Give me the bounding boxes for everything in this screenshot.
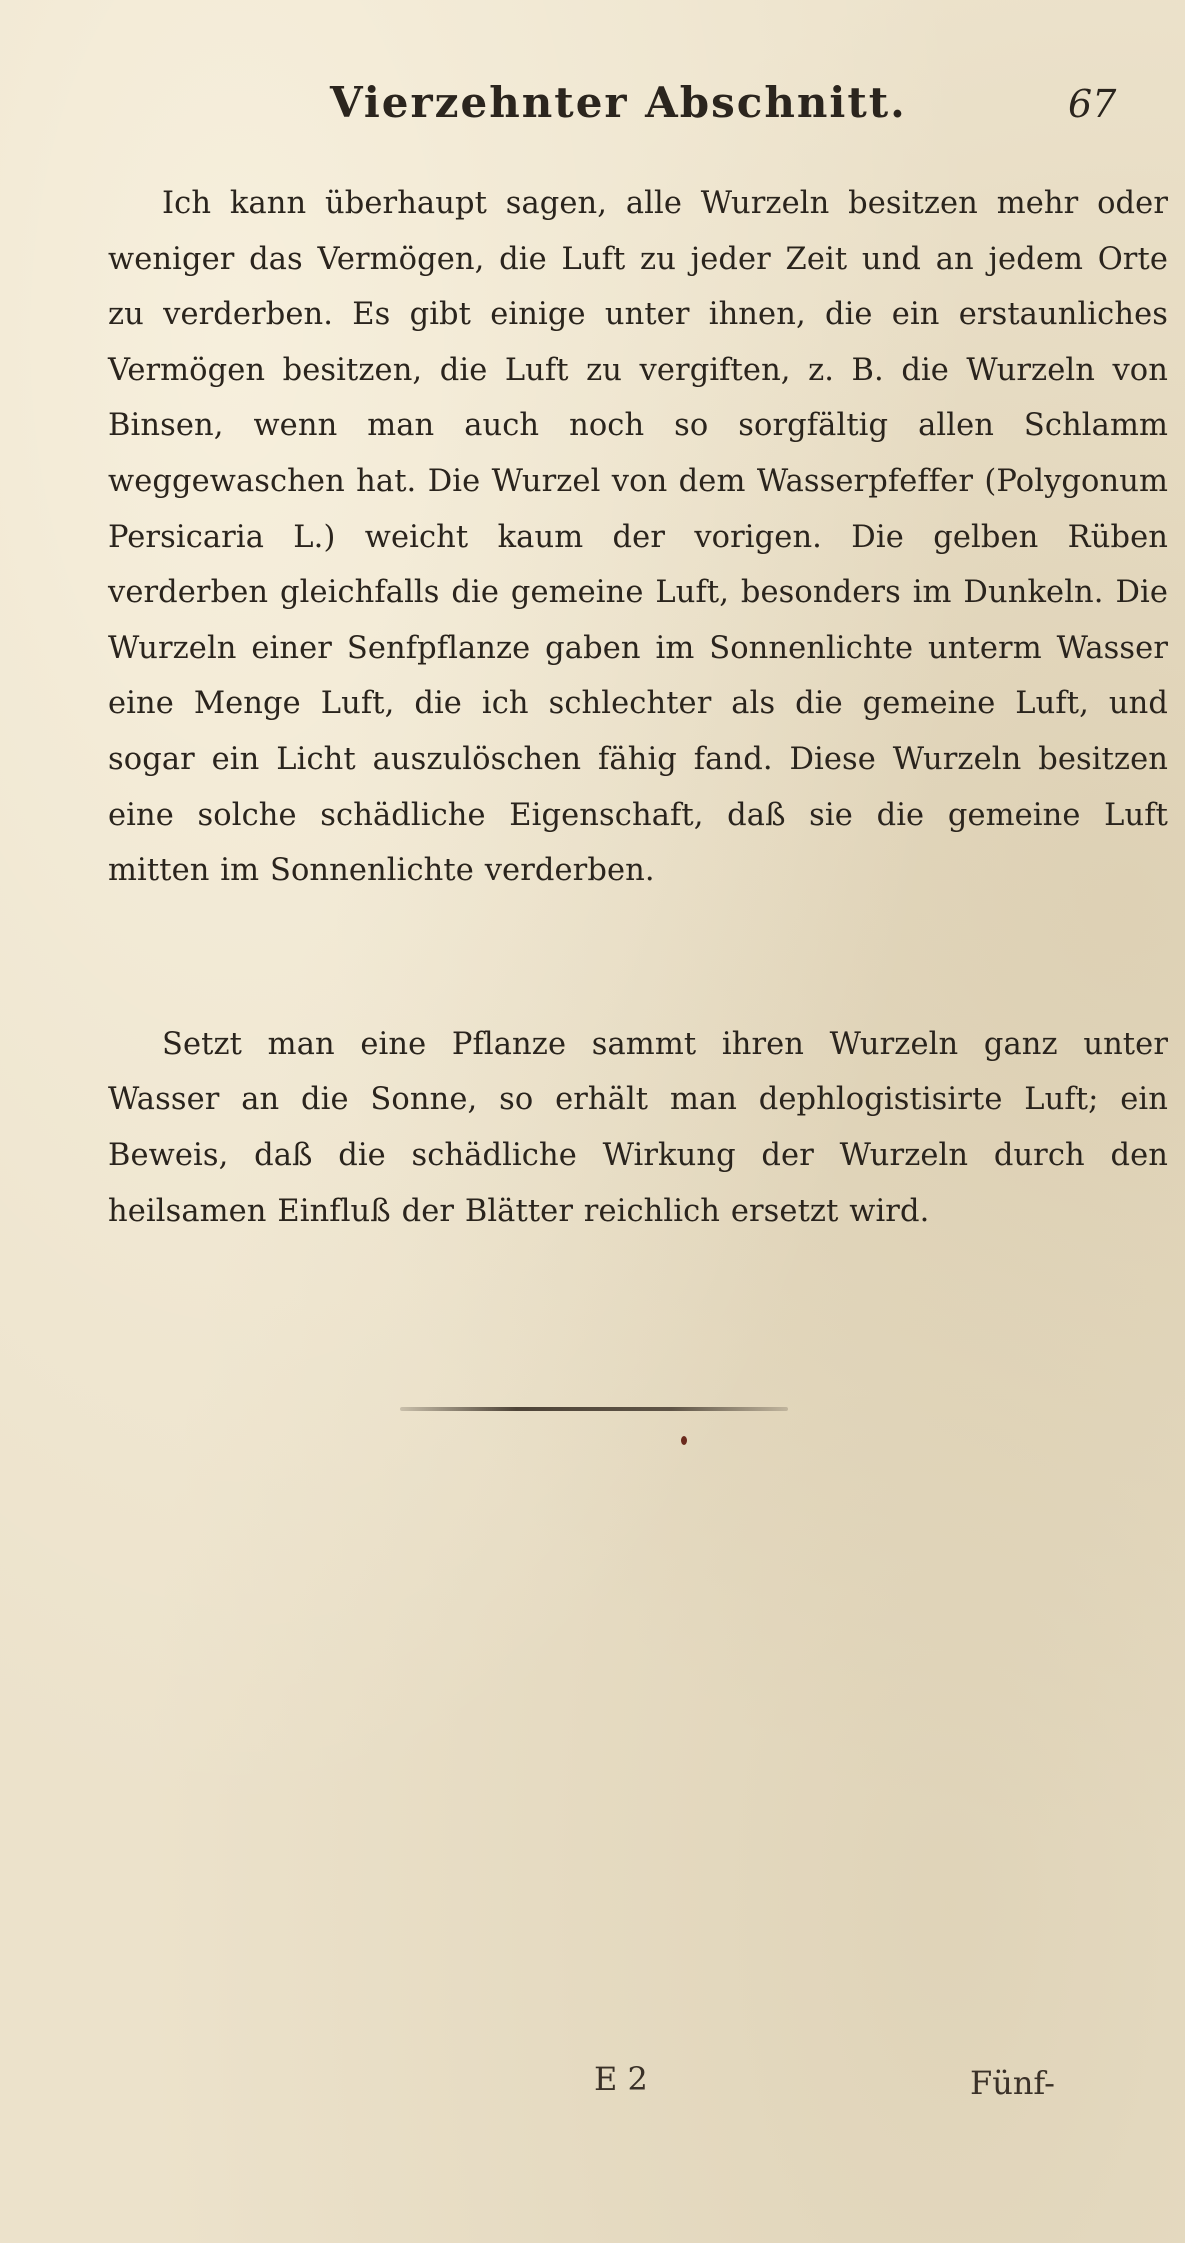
page-footer [0, 2060, 1185, 2120]
ink-dot [681, 1436, 687, 1445]
paragraph-1: Ich kann überhaupt sagen, alle Wurzeln besitzen mehr oder weniger das Vermögen, die Luft zu jeder Zeit und an jedem Orte zu verderben. Es gibt einige unter ihnen, die ein erstaunliches Vermögen besitzen, die Luft zu vergiften, z. B. die Wurzeln von Binsen, wenn man auch noch so sorgfältig allen Schlamm weggewaschen hat. Die Wurzel von dem Wasserpfeffer (Polygonum Persicaria L.) weicht kaum der vorigen. Die gelben Rüben verderben gleichfalls die gemeine Luft, besonders im Dunkeln. Die Wurzeln einer Senfpflanze gaben im Sonnenlichte unterm Wasser eine Menge Luft, die ich schlechter als die gemeine Luft, und sogar ein Licht auszulöschen fähig fand. Diese Wurzeln besitzen eine solche schädliche Eigenschaft, daß sie die gemeine Luft mitten im Sonnenlichte verderben. [108, 186, 1168, 889]
catchword: Fünf- [970, 2064, 1055, 2102]
body-text [108, 176, 1168, 1239]
running-head [0, 78, 1185, 138]
signature-mark: E 2 [594, 2060, 648, 2098]
paragraph-2: Setzt man eine Pflanze sammt ihren Wurzeln ganz unter Wasser an die Sonne, so erhält man dephlogistisirte Luft; ein Beweis, daß die schädliche Wirkung der Wurzeln durch den heilsamen Einfluß der Blätter reichlich ersetzt wird. [108, 1026, 1168, 1229]
page-number: 67 [1068, 82, 1117, 126]
running-title: Vierzehnter Abschnitt. [330, 78, 907, 127]
section-end-rule [400, 1407, 788, 1411]
